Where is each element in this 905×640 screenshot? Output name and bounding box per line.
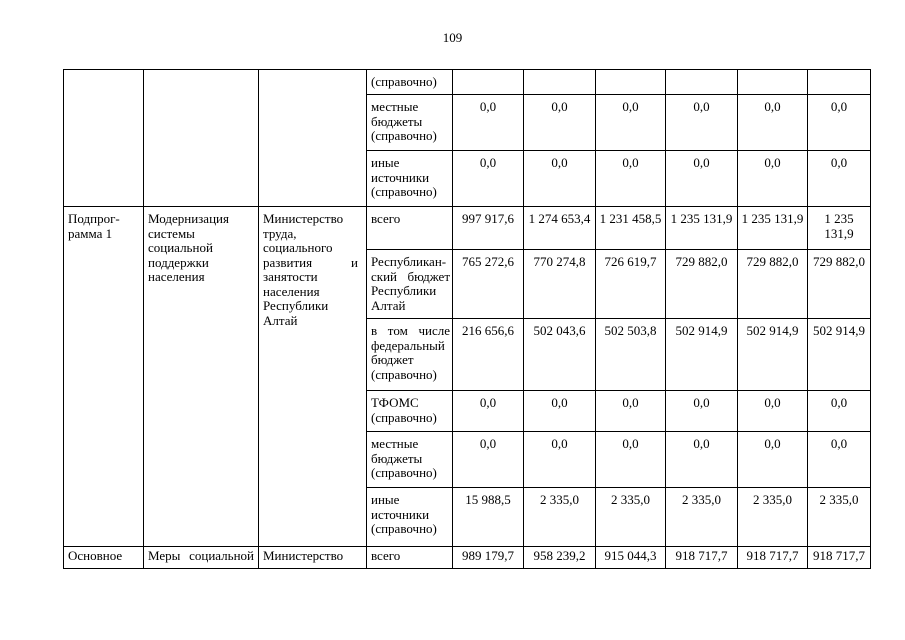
main-event-executor-cell: Министерство — [259, 547, 367, 569]
subprogram-executor-cell: Министерство труда, социального развития и занятости населения Республики Алтай — [259, 207, 367, 547]
amount-cell — [453, 70, 524, 95]
amount-cell: 0,0 — [808, 391, 871, 432]
executor-cell — [259, 70, 367, 207]
funding-source-cell: местные бюджеты (справочно) — [367, 95, 453, 151]
amount-cell: 989 179,7 — [453, 547, 524, 569]
amount-cell: 502 503,8 — [596, 319, 666, 391]
amount-cell: 2 335,0 — [596, 488, 666, 547]
funding-source-cell: иные источники (справочно) — [367, 151, 453, 207]
amount-cell: 1 231 458,5 — [596, 207, 666, 250]
funding-source-cell: иные источники (справочно) — [367, 488, 453, 547]
amount-cell — [738, 70, 808, 95]
amount-cell: 0,0 — [453, 391, 524, 432]
amount-cell: 0,0 — [596, 151, 666, 207]
funding-source-cell: всего — [367, 547, 453, 569]
funding-source-cell: всего — [367, 207, 453, 250]
amount-cell — [524, 70, 596, 95]
funding-source-cell: (справочно) — [367, 70, 453, 95]
table-row — [64, 70, 871, 95]
amount-cell: 216 656,6 — [453, 319, 524, 391]
amount-cell: 0,0 — [453, 151, 524, 207]
program-name-cell — [144, 70, 259, 207]
amount-cell: 2 335,0 — [524, 488, 596, 547]
amount-cell: 729 882,0 — [808, 250, 871, 319]
amount-cell: 770 274,8 — [524, 250, 596, 319]
amount-cell: 502 914,9 — [808, 319, 871, 391]
amount-cell: 0,0 — [738, 391, 808, 432]
subprogram-name-cell: Модернизация системы социальной поддержки населения — [144, 207, 259, 547]
page-number: 109 — [442, 30, 463, 45]
subprogram-code-cell: Подпрог-рамма 1 — [64, 207, 144, 547]
amount-cell — [596, 70, 666, 95]
amount-cell: 0,0 — [808, 95, 871, 151]
amount-cell: 2 335,0 — [808, 488, 871, 547]
amount-cell: 1 235 131,9 — [738, 207, 808, 250]
amount-cell: 729 882,0 — [666, 250, 738, 319]
amount-cell: 765 272,6 — [453, 250, 524, 319]
amount-cell: 1 235 131,9 — [666, 207, 738, 250]
program-code-cell — [64, 70, 144, 207]
amount-cell: 0,0 — [666, 391, 738, 432]
amount-cell: 2 335,0 — [666, 488, 738, 547]
amount-cell — [666, 70, 738, 95]
amount-cell: 0,0 — [808, 432, 871, 488]
amount-cell: 1 235 131,9 — [808, 207, 871, 250]
amount-cell: 2 335,0 — [738, 488, 808, 547]
amount-cell: 958 239,2 — [524, 547, 596, 569]
table-row — [64, 547, 871, 569]
amount-cell: 729 882,0 — [738, 250, 808, 319]
amount-cell: 1 274 653,4 — [524, 207, 596, 250]
amount-cell: 502 043,6 — [524, 319, 596, 391]
amount-cell: 915 044,3 — [596, 547, 666, 569]
main-event-code-cell: Основное — [64, 547, 144, 569]
main-event-name-cell: Меры социальной — [144, 547, 259, 569]
amount-cell: 918 717,7 — [666, 547, 738, 569]
amount-cell: 0,0 — [738, 95, 808, 151]
table-row — [64, 207, 871, 250]
amount-cell: 918 717,7 — [808, 547, 871, 569]
amount-cell: 15 988,5 — [453, 488, 524, 547]
amount-cell: 0,0 — [808, 151, 871, 207]
amount-cell: 918 717,7 — [738, 547, 808, 569]
amount-cell: 0,0 — [453, 432, 524, 488]
funding-source-cell: в том числе федеральный бюджет (справочно) — [367, 319, 453, 391]
funding-source-cell: Республикан-ский бюджет Республики Алтай — [367, 250, 453, 319]
amount-cell: 0,0 — [596, 391, 666, 432]
amount-cell: 0,0 — [738, 432, 808, 488]
amount-cell: 0,0 — [524, 432, 596, 488]
funding-source-cell: ТФОМС (справочно) — [367, 391, 453, 432]
amount-cell: 0,0 — [666, 95, 738, 151]
amount-cell: 0,0 — [666, 151, 738, 207]
amount-cell: 726 619,7 — [596, 250, 666, 319]
amount-cell: 502 914,9 — [666, 319, 738, 391]
amount-cell: 502 914,9 — [738, 319, 808, 391]
amount-cell: 0,0 — [524, 95, 596, 151]
funding-source-cell: местные бюджеты (справочно) — [367, 432, 453, 488]
amount-cell: 0,0 — [596, 432, 666, 488]
amount-cell: 0,0 — [596, 95, 666, 151]
amount-cell: 0,0 — [666, 432, 738, 488]
budget-table — [63, 69, 871, 569]
amount-cell — [808, 70, 871, 95]
amount-cell: 0,0 — [524, 391, 596, 432]
amount-cell: 0,0 — [738, 151, 808, 207]
amount-cell: 0,0 — [453, 95, 524, 151]
amount-cell: 0,0 — [524, 151, 596, 207]
amount-cell: 997 917,6 — [453, 207, 524, 250]
